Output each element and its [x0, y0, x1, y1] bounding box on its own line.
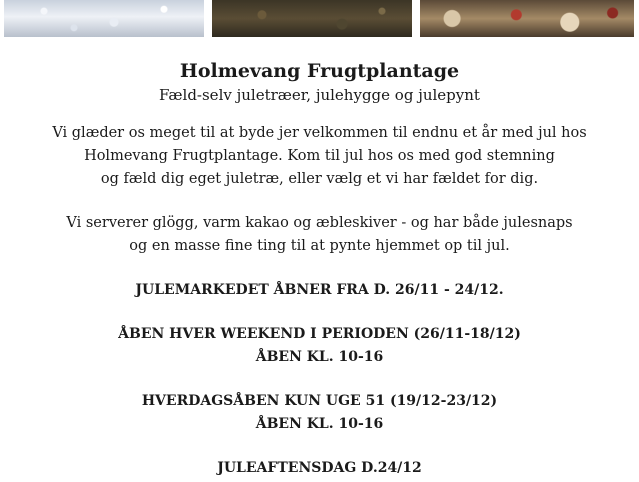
opening-period: JULEMARKEDET ÅBNER FRA D. 26/11 - 24/12.: [135, 282, 504, 298]
soil-photo: [212, 0, 412, 37]
offer-line-2: og en masse fine ting til at pynte hjemmet op til jul.: [129, 238, 510, 254]
photo-strip: [0, 0, 639, 38]
weekend-period: ÅBEN HVER WEEKEND I PERIODEN (26/11-18/12): [118, 326, 521, 342]
page-subtitle: Fæld-selv juletræer, julehygge og julepynt: [159, 86, 480, 104]
intro-line-3: og fæld dig eget juletræ, eller vælg et vi har fældet for dig.: [100, 171, 539, 187]
weekday-period: HVERDAGSÅBEN KUN UGE 51 (19/12-23/12): [141, 393, 498, 409]
intro-line-2: Holmevang Frugtplantage. Kom til jul hos os med god stemning: [84, 148, 555, 164]
offer-line-1: Vi serverer glögg, varm kakao og æbleskiver - og har både julesnaps: [66, 215, 573, 231]
divider-line: ________________________________________________: [139, 106, 500, 122]
weekday-hours: ÅBEN KL. 10-16: [255, 416, 384, 432]
weekend-hours: ÅBEN KL. 10-16: [255, 349, 384, 365]
page-title: Holmevang Frugtplantage: [179, 60, 460, 82]
christmas-eve-label: JULEAFTENSDAG D.24/12: [217, 460, 422, 476]
document-body: [0, 58, 639, 480]
intro-line-1: Vi glæder os meget til at byde jer velkommen til endnu et år med jul hos: [52, 125, 587, 141]
market-photo: [420, 0, 634, 37]
snow-photo: [4, 0, 204, 37]
